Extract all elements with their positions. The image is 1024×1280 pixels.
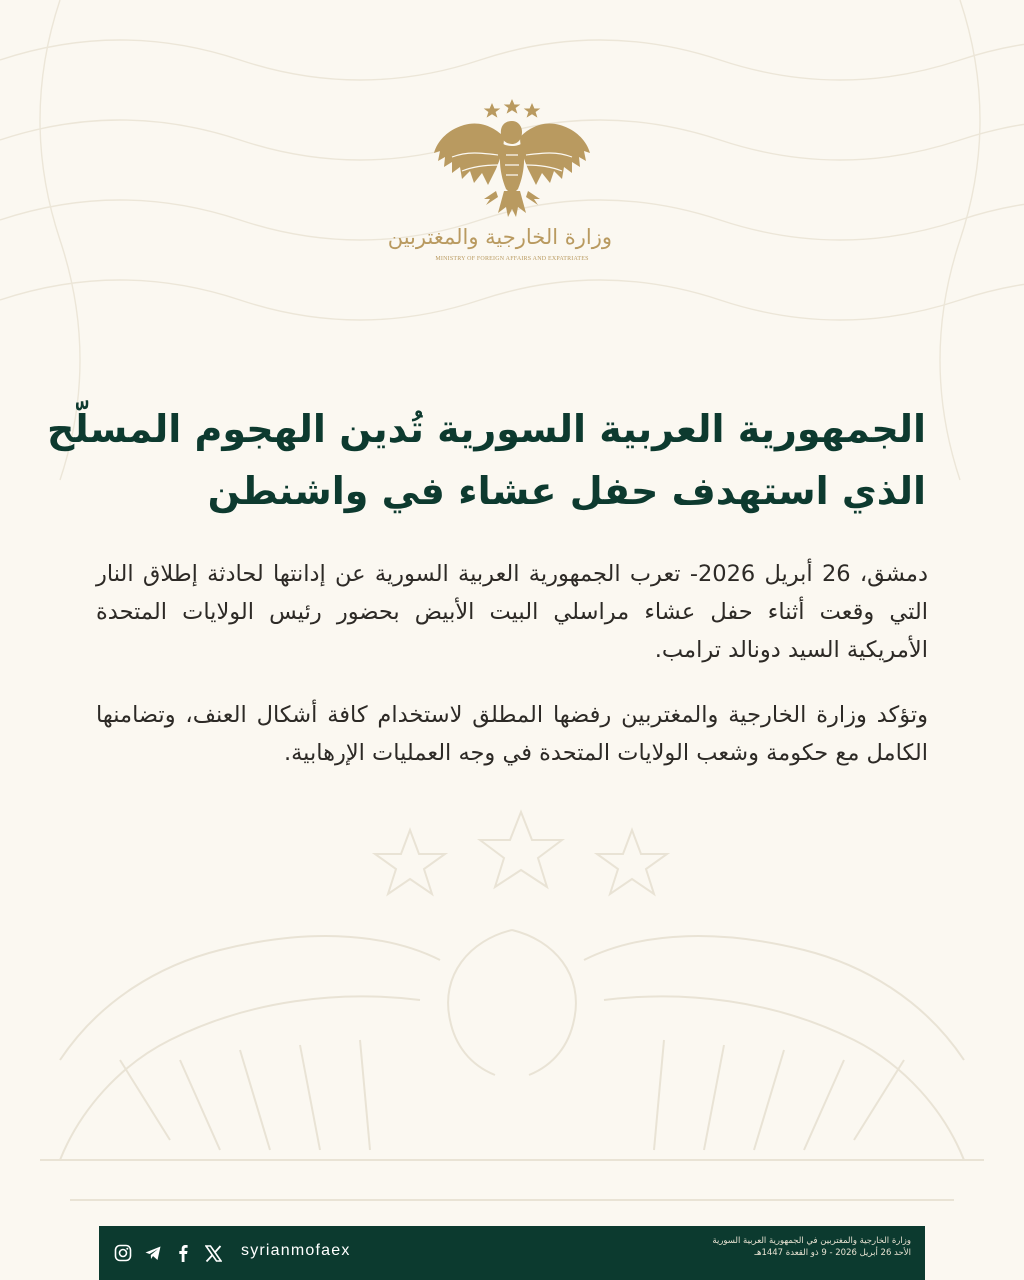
facebook-icon[interactable] — [173, 1243, 193, 1263]
footer-info — [681, 1235, 911, 1259]
x-icon[interactable] — [203, 1243, 223, 1263]
instagram-icon[interactable] — [113, 1243, 133, 1263]
social-links — [113, 1243, 223, 1263]
footer-date-line: الأحد 26 أبريل 2026 - 9 ذو القعدة 1447هـ — [754, 1248, 911, 1258]
footer-ministry-line: وزارة الخارجية والمغتربين في الجمهورية العربية السورية — [712, 1236, 911, 1246]
statement-paragraph-2: وتؤكد وزارة الخارجية والمغتربين رفضها المطلق لاستخدام كافة أشكال العنف، وتضامنها الكامل مع حكومة وشعب الولايات المتحدة في وجه العمليات الإرهابية. — [96, 702, 928, 766]
social-handle[interactable]: syrianmofaex — [241, 1242, 351, 1259]
eagle-emblem-icon — [412, 95, 612, 220]
statement-headline — [46, 398, 926, 522]
headline-line-1: الجمهورية العربية السورية تُدين الهجوم المسلّح — [46, 407, 926, 451]
ministry-logo — [387, 95, 612, 270]
statement-paragraph-1: دمشق، 26 أبريل 2026- تعرب الجمهورية العربية السورية عن إدانتها لحادثة إطلاق النار التي وقعت أثناء حفل عشاء مراسلي البيت الأبيض بحضور رئيس الولايات المتحدة الأمريكية السيد دونالد ترامب. — [96, 561, 928, 663]
ministry-name-english: MINISTRY OF FOREIGN AFFAIRS AND EXPATRIATES — [435, 256, 589, 262]
telegram-icon[interactable] — [143, 1243, 163, 1263]
headline-line-2: الذي استهدف حفل عشاء في واشنطن — [207, 469, 926, 513]
ministry-name-arabic: وزارة الخارجية والمغتربين — [387, 225, 612, 249]
footer-bar — [99, 1226, 925, 1280]
